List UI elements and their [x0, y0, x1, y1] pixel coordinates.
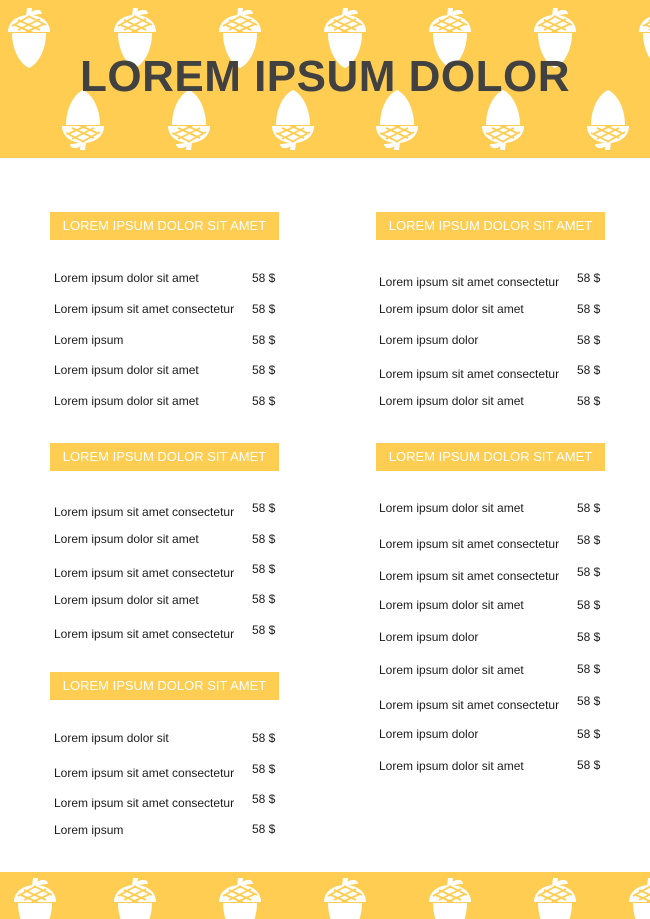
menu-item-price: 58 $ [252, 363, 276, 377]
menu-item-price: 58 $ [577, 501, 601, 515]
menu-item-name: Lorem ipsum dolor [379, 630, 479, 644]
menu-item-price: 58 $ [252, 333, 276, 347]
menu-item-name: Lorem ipsum sit amet consectetur [54, 766, 235, 780]
menu-item-name: Lorem ipsum dolor sit amet [379, 394, 524, 408]
menu-item-price: 58 $ [577, 333, 601, 347]
menu-item-price: 58 $ [577, 662, 601, 676]
menu-item-price: 58 $ [252, 792, 276, 806]
menu-item-price: 58 $ [252, 532, 276, 546]
menu-item-price: 58 $ [252, 302, 276, 316]
menu-item-name: Lorem ipsum dolor sit amet [54, 363, 199, 377]
menu-item-price: 58 $ [577, 630, 601, 644]
acorn-icon [110, 876, 160, 919]
acorn-icon [215, 876, 265, 919]
acorn-icon [320, 876, 370, 919]
menu-item-price: 58 $ [577, 394, 601, 408]
page-title: LOREM IPSUM DOLOR [79, 52, 571, 101]
menu-item-name: Lorem ipsum dolor sit amet [379, 302, 524, 316]
menu-item-price: 58 $ [252, 731, 276, 745]
menu-item-price: 58 $ [577, 758, 601, 772]
menu-item-price: 58 $ [252, 562, 276, 576]
menu-item-name: Lorem ipsum sit amet consectetur [379, 275, 560, 289]
menu-item-name: Lorem ipsum sit amet consectetur [54, 566, 235, 580]
menu-item-price: 58 $ [252, 271, 276, 285]
section-header: LOREM IPSUM DOLOR SIT AMET [376, 443, 605, 471]
menu-item-price: 58 $ [577, 302, 601, 316]
section-header: LOREM IPSUM DOLOR SIT AMET [50, 443, 279, 471]
menu-item-name: Lorem ipsum dolor sit amet [54, 593, 199, 607]
menu-item-price: 58 $ [252, 762, 276, 776]
menu-item-price: 58 $ [577, 533, 601, 547]
menu-item-name: Lorem ipsum [54, 333, 124, 347]
menu-item-price: 58 $ [577, 598, 601, 612]
section-header: LOREM IPSUM DOLOR SIT AMET [50, 672, 279, 700]
menu-item-price: 58 $ [577, 565, 601, 579]
menu-item-price: 58 $ [252, 592, 276, 606]
menu-item-price: 58 $ [252, 394, 276, 408]
menu-item-name: Lorem ipsum dolor sit amet [54, 532, 199, 546]
acorn-icon [425, 876, 475, 919]
acorn-icon [625, 876, 650, 919]
menu-item-price: 58 $ [577, 363, 601, 377]
acorn-icon [10, 876, 60, 919]
menu-item-price: 58 $ [577, 271, 601, 285]
acorn-icon [530, 876, 580, 919]
menu-item-price: 58 $ [252, 501, 276, 515]
menu-item-name: Lorem ipsum dolor sit amet [379, 759, 524, 773]
menu-item-name: Lorem ipsum sit amet consectetur [54, 627, 235, 641]
menu-item-price: 58 $ [252, 822, 276, 836]
menu-item-price: 58 $ [252, 623, 276, 637]
menu-item-price: 58 $ [577, 694, 601, 708]
menu-item-price: 58 $ [577, 727, 601, 741]
menu-item-name: Lorem ipsum dolor sit amet [54, 271, 199, 285]
menu-item-name: Lorem ipsum sit amet consectetur [379, 537, 560, 551]
section-header: LOREM IPSUM DOLOR SIT AMET [50, 212, 279, 240]
menu-item-name: Lorem ipsum sit amet consectetur [379, 367, 560, 381]
menu-item-name: Lorem ipsum dolor sit amet [54, 394, 199, 408]
footer-banner [0, 872, 650, 919]
menu-item-name: Lorem ipsum dolor [379, 333, 479, 347]
menu-item-name: Lorem ipsum sit amet consectetur [54, 302, 235, 316]
menu-item-name: Lorem ipsum sit amet consectetur [379, 698, 560, 712]
menu-item-name: Lorem ipsum sit amet consectetur [54, 505, 235, 519]
menu-item-name: Lorem ipsum dolor sit amet [379, 663, 524, 677]
menu-item-name: Lorem ipsum sit amet consectetur [54, 796, 235, 810]
menu-item-name: Lorem ipsum dolor sit amet [379, 501, 524, 515]
menu-item-name: Lorem ipsum sit amet consectetur [379, 569, 560, 583]
menu-item-name: Lorem ipsum [54, 823, 124, 837]
menu-item-name: Lorem ipsum dolor sit amet [379, 598, 524, 612]
menu-item-name: Lorem ipsum dolor sit [54, 731, 169, 745]
menu-item-name: Lorem ipsum dolor [379, 727, 479, 741]
section-header: LOREM IPSUM DOLOR SIT AMET [376, 212, 605, 240]
